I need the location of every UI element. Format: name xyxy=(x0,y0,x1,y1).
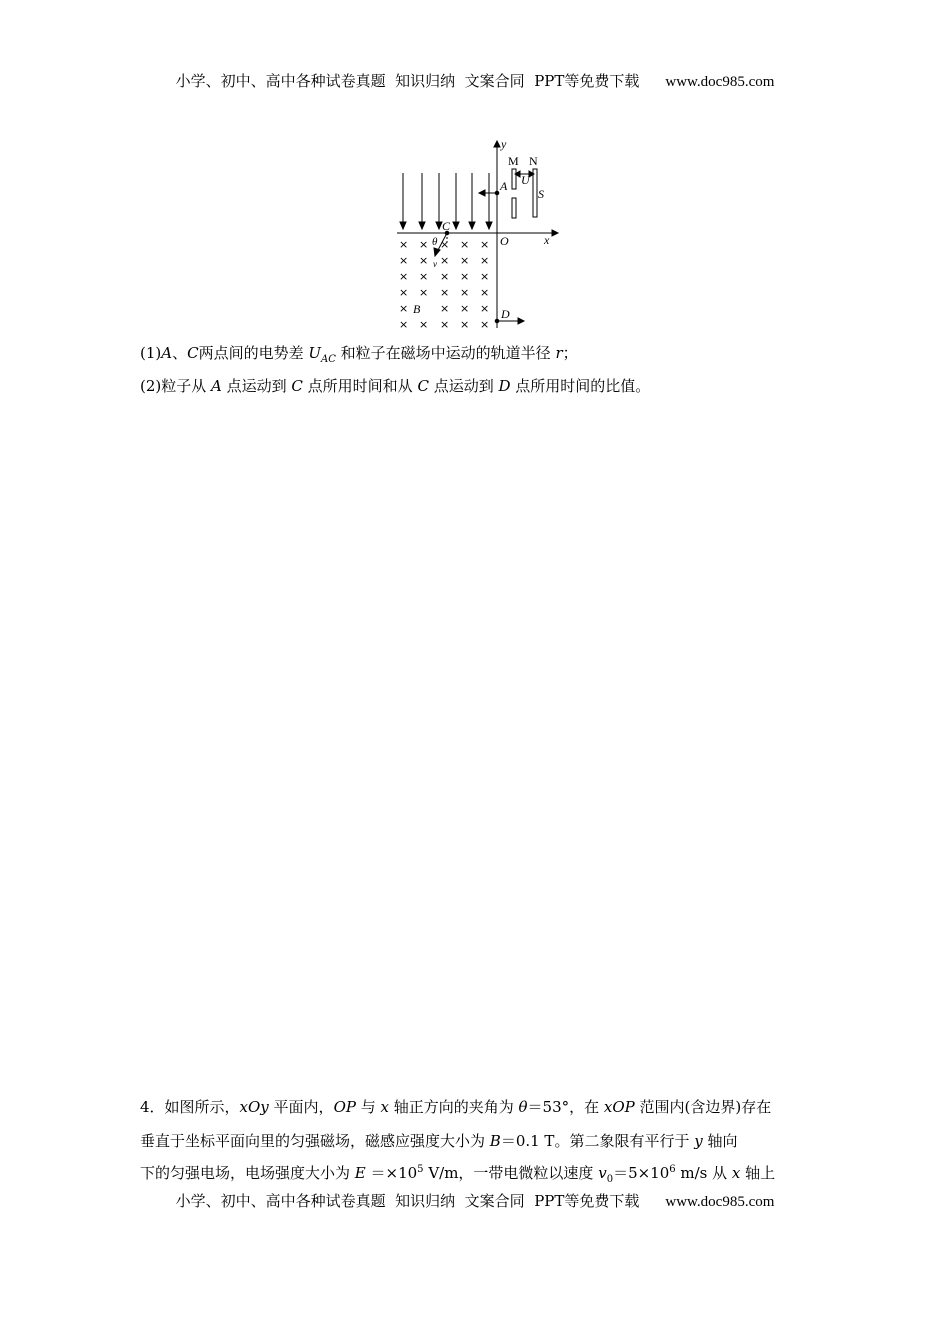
label-o: O xyxy=(500,234,509,248)
label-theta: θ xyxy=(432,236,438,248)
svg-text:×: × xyxy=(419,254,429,267)
svg-text:×: × xyxy=(440,238,450,251)
label-c: C xyxy=(442,219,451,233)
footer-site: www.doc985.com xyxy=(665,1194,775,1210)
svg-text:×: × xyxy=(460,286,470,299)
physics-figure xyxy=(392,138,562,338)
plate-n xyxy=(533,169,537,217)
svg-text:×: × xyxy=(460,318,470,331)
plate-m-lower xyxy=(512,198,516,218)
svg-text:×: × xyxy=(399,302,409,315)
svg-text:×: × xyxy=(460,302,470,315)
label-y: y xyxy=(501,138,507,151)
label-x: x xyxy=(544,233,550,247)
x-axis-arrow xyxy=(552,230,558,236)
page-header xyxy=(0,70,950,91)
svg-text:×: × xyxy=(419,270,429,283)
header-site: www.doc985.com xyxy=(665,74,775,90)
svg-text:×: × xyxy=(440,302,450,315)
plate-m-upper xyxy=(512,169,516,189)
point-a xyxy=(495,191,499,195)
svg-text:×: × xyxy=(480,302,490,315)
svg-text:×: × xyxy=(440,270,450,283)
label-b: B xyxy=(413,302,421,316)
svg-text:×: × xyxy=(399,318,409,331)
svg-text:×: × xyxy=(480,286,490,299)
svg-text:×: × xyxy=(419,238,429,251)
svg-text:×: × xyxy=(460,254,470,267)
problem-4-line-1: 4．如图所示，xOy 平面内，OP 与 x 轴正方向的夹角为 θ＝53°，在 xOP 范围内(含边界)存在 xyxy=(140,1098,772,1116)
label-a: A xyxy=(500,179,508,193)
svg-text:×: × xyxy=(399,286,409,299)
svg-text:×: × xyxy=(480,270,490,283)
svg-text:×: × xyxy=(440,254,450,267)
svg-text:×: × xyxy=(460,270,470,283)
y-axis-arrow xyxy=(494,141,500,147)
header-text: 小学、初中、高中各种试卷真题 知识归纳 文案合同 PPT等免费下载 xyxy=(175,72,640,90)
magnetic-field-crosses xyxy=(399,238,489,331)
label-u: U xyxy=(521,173,530,187)
field-diagram xyxy=(392,138,562,338)
svg-text:×: × xyxy=(399,254,409,267)
page-footer xyxy=(0,1190,950,1211)
svg-text:×: × xyxy=(419,318,429,331)
question-1: (1)A、C两点间的电势差 $U_{AC}$ 和粒子在磁场中运动的轨道半径 r； xyxy=(140,344,578,365)
footer-text: 小学、初中、高中各种试卷真题 知识归纳 文案合同 PPT等免费下载 xyxy=(175,1192,640,1210)
svg-text:×: × xyxy=(440,286,450,299)
svg-text:×: × xyxy=(399,238,409,251)
question-2: (2)粒子从 A 点运动到 C 点所用时间和从 C 点运动到 D 点所用时间的比值。 xyxy=(140,377,651,395)
label-m: M xyxy=(508,154,519,168)
svg-text:×: × xyxy=(440,318,450,331)
svg-text:×: × xyxy=(480,318,490,331)
label-n: N xyxy=(529,154,538,168)
svg-text:×: × xyxy=(399,270,409,283)
svg-text:×: × xyxy=(419,286,429,299)
label-s: S xyxy=(538,187,544,201)
label-d: D xyxy=(501,307,510,321)
problem-4-line-2: 垂直于坐标平面向里的匀强磁场，磁感应强度大小为 B＝0.1 T。第二象限有平行于 y 轴向 xyxy=(140,1132,738,1150)
problem-4-line-3: 下的匀强电场，电场强度大小为 $E =\times 10^5$ V/m，一带电微粒以速度 $v_0=5\times 10^6$ m/s 从 x 轴上 xyxy=(140,1164,776,1185)
svg-text:×: × xyxy=(460,238,470,251)
svg-text:×: × xyxy=(480,238,490,251)
svg-text:×: × xyxy=(480,254,490,267)
label-v: v xyxy=(433,259,437,269)
